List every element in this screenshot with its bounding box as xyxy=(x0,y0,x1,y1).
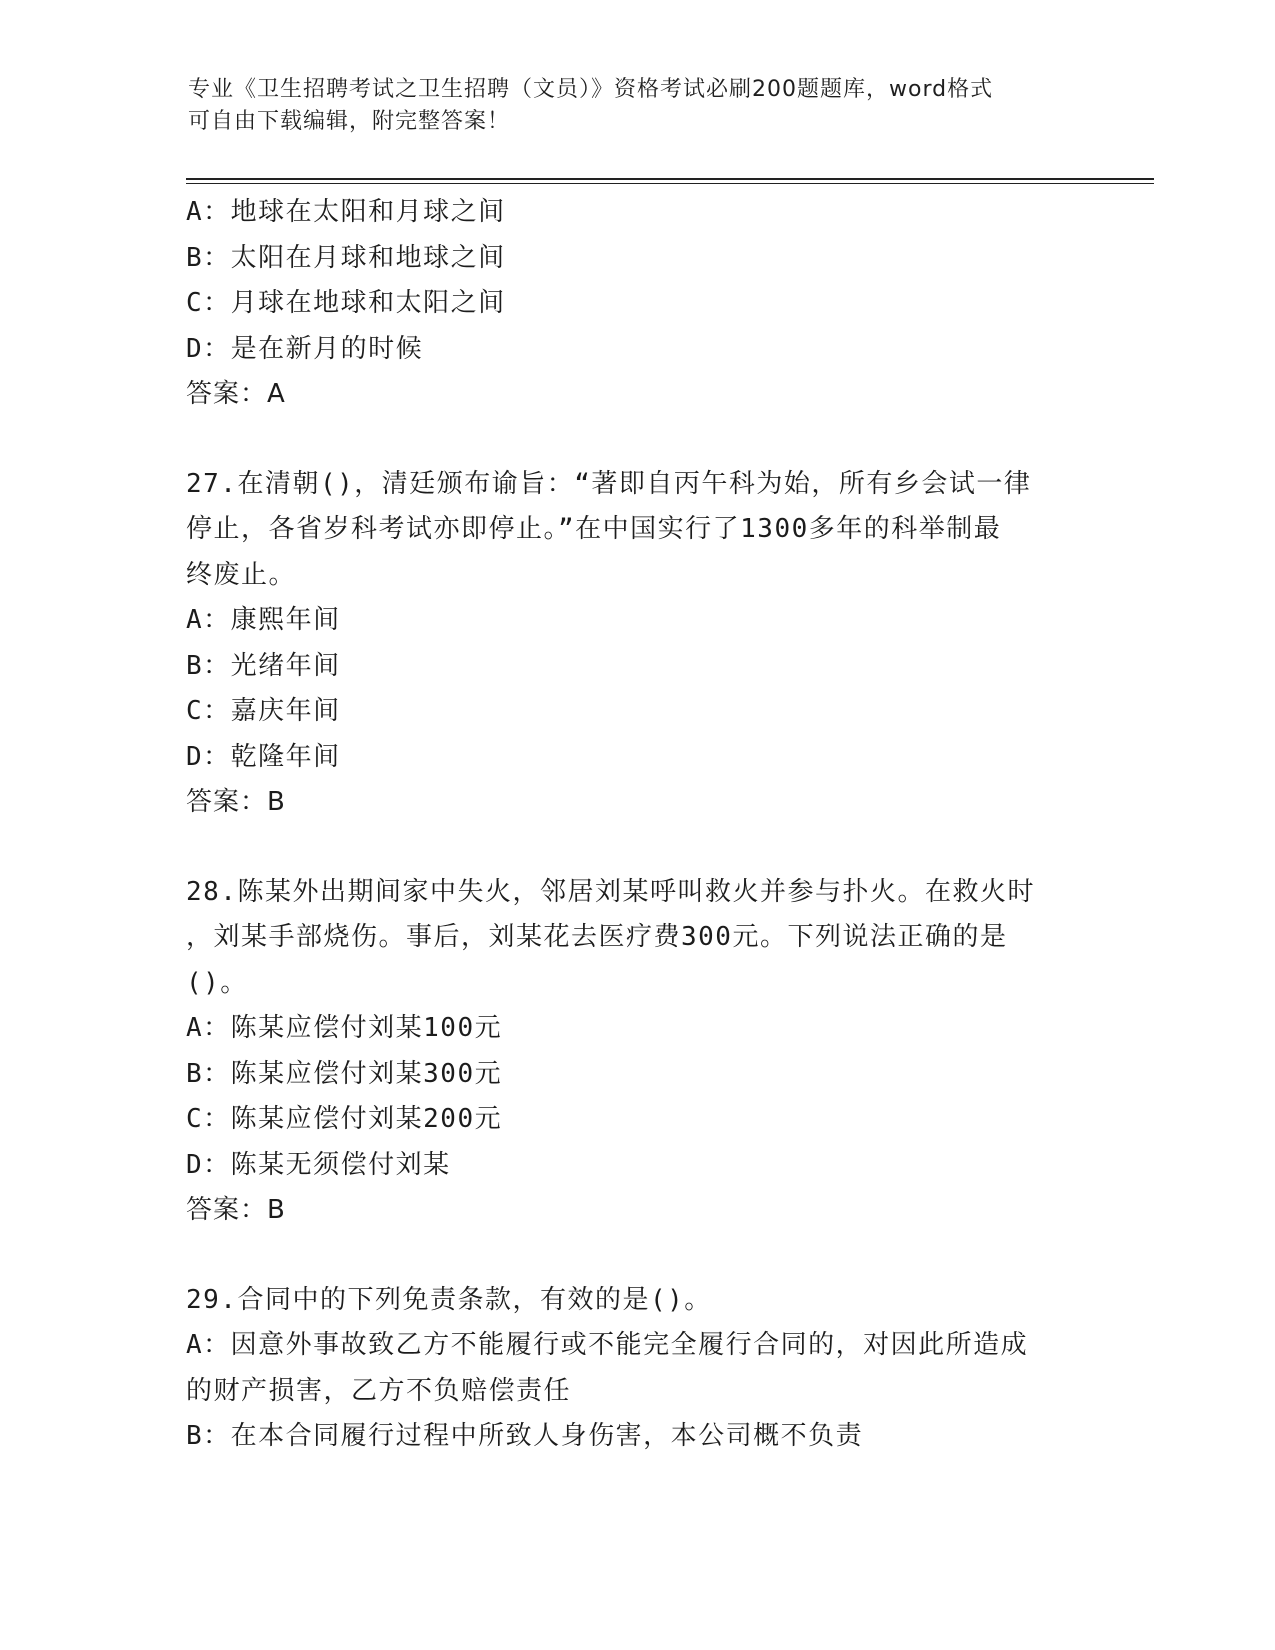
question-28 xyxy=(186,870,1086,1234)
question-block-prev xyxy=(186,190,1086,418)
header-rule-thin xyxy=(186,183,1154,184)
answer: 答案：B xyxy=(186,1195,286,1225)
document-body xyxy=(186,190,1086,1460)
document-header xyxy=(188,74,1088,138)
option-b: B：光绪年间 xyxy=(186,650,341,681)
answer: 答案：A xyxy=(186,379,286,409)
option-c: C：月球在地球和太阳之间 xyxy=(186,288,506,318)
question-text-line: ，刘某手部烧伤。事后，刘某花去医疗费300元。下列说法正确的是 xyxy=(186,922,1008,952)
option-c: C：陈某应偿付刘某200元 xyxy=(186,1104,503,1134)
option-b: B：在本合同履行过程中所致人身伤害，本公司概不负责 xyxy=(186,1421,864,1451)
option-a: A：地球在太阳和月球之间 xyxy=(186,197,506,227)
question-text-line: 停止，各省岁科考试亦即停止。”在中国实行了1300多年的科举制最 xyxy=(186,514,1002,544)
header-line-2: 可自由下载编辑，附完整答案！ xyxy=(188,109,511,134)
option-a: A：因意外事故致乙方不能履行或不能完全履行合同的，对因此所造成 xyxy=(186,1330,1029,1360)
header-rule-thick xyxy=(186,178,1154,180)
question-text-line: 27.在清朝()，清廷颁布谕旨：“著即自丙午科为始，所有乡会试一律 xyxy=(186,468,1032,499)
question-text-line: 终废止。 xyxy=(186,559,297,590)
question-text-line: ()。 xyxy=(186,967,248,998)
option-b: B：太阳在月球和地球之间 xyxy=(186,242,506,273)
option-d: D：陈某无须偿付刘某 xyxy=(186,1149,451,1180)
option-a: A：陈某应偿付刘某100元 xyxy=(186,1013,503,1043)
answer: 答案：B xyxy=(186,787,286,817)
question-text-line: 29.合同中的下列免责条款，有效的是()。 xyxy=(186,1284,712,1315)
option-a: A：康熙年间 xyxy=(186,605,341,635)
option-c: C：嘉庆年间 xyxy=(186,696,341,726)
option-d: D：是在新月的时候 xyxy=(186,333,424,364)
option-d: D：乾隆年间 xyxy=(186,741,341,772)
option-b: B：陈某应偿付刘某300元 xyxy=(186,1058,503,1089)
question-29 xyxy=(186,1278,1086,1460)
question-text-line: 28.陈某外出期间家中失火，邻居刘某呼叫救火并参与扑火。在救火时 xyxy=(186,876,1035,907)
header-line-1: 专业《卫生招聘考试之卫生招聘（文员）》资格考试必刷200题题库，word格式 xyxy=(188,77,994,102)
question-27 xyxy=(186,462,1086,826)
option-a-continued: 的财产损害，乙方不负赔偿责任 xyxy=(186,1375,572,1406)
